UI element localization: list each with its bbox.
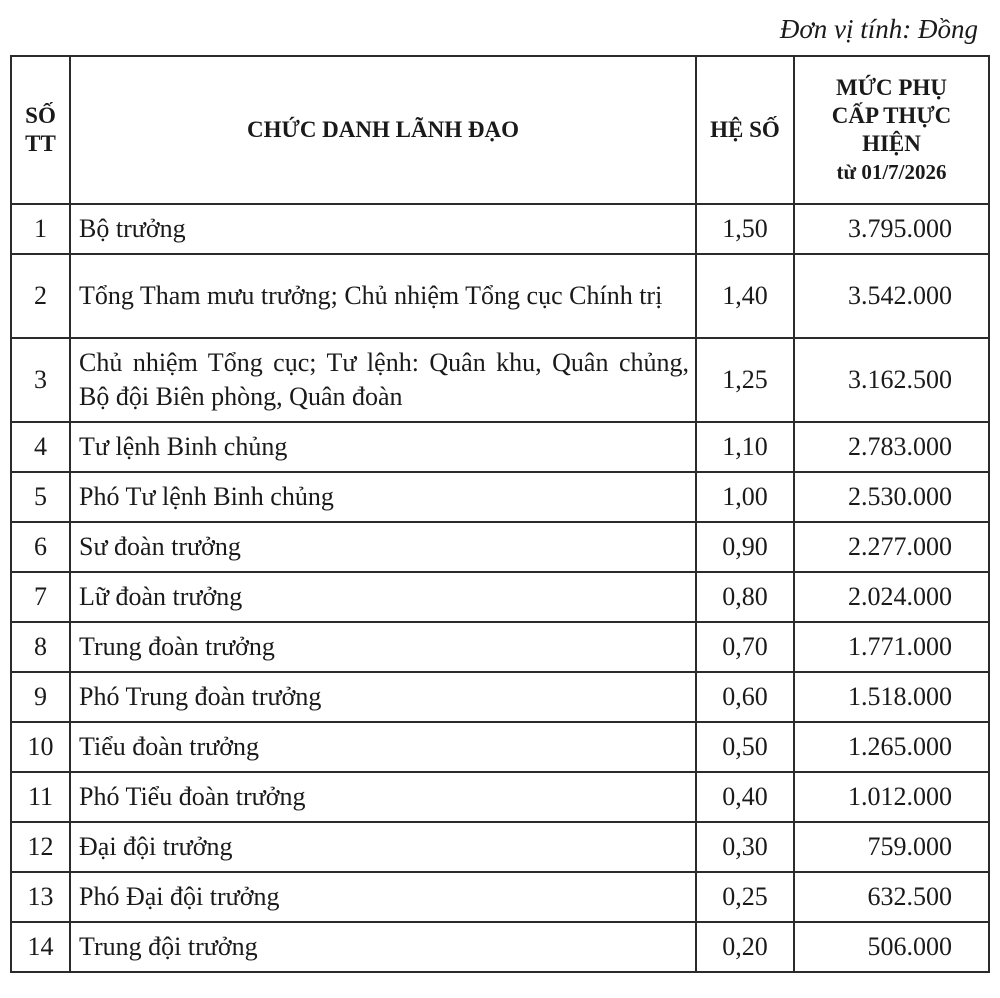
row-coef: 0,60: [696, 672, 794, 722]
table-row: [11, 922, 989, 972]
row-amount: 2.530.000: [794, 472, 989, 522]
table-row: [11, 872, 989, 922]
header-stt-line: TT: [25, 131, 56, 156]
row-stt: 8: [11, 622, 70, 672]
row-coef: 0,90: [696, 522, 794, 572]
row-coef: 0,40: [696, 772, 794, 822]
row-amount: 3.542.000: [794, 254, 989, 338]
table-row: [11, 822, 989, 872]
row-coef: 1,00: [696, 472, 794, 522]
row-stt: 7: [11, 572, 70, 622]
table-row: [11, 672, 989, 722]
row-coef: 0,70: [696, 622, 794, 672]
row-amount: 506.000: [794, 922, 989, 972]
row-amount: 2.277.000: [794, 522, 989, 572]
table-row: [11, 722, 989, 772]
row-title: Sư đoàn trưởng: [70, 522, 696, 572]
row-title: Phó Tư lệnh Binh chủng: [70, 472, 696, 522]
row-stt: 6: [11, 522, 70, 572]
header-amount-line: MỨC PHỤ: [836, 75, 947, 100]
header-amount: [794, 56, 989, 204]
row-amount: 2.024.000: [794, 572, 989, 622]
row-coef: 1,40: [696, 254, 794, 338]
row-stt: 2: [11, 254, 70, 338]
row-stt: 1: [11, 204, 70, 254]
table-row: [11, 622, 989, 672]
row-title: Tư lệnh Binh chủng: [70, 422, 696, 472]
row-coef: 0,25: [696, 872, 794, 922]
unit-note: Đơn vị tính: Đồng: [779, 14, 978, 44]
row-title: Phó Trung đoàn trưởng: [70, 672, 696, 722]
row-stt: 11: [11, 772, 70, 822]
row-stt: 13: [11, 872, 70, 922]
row-amount: 759.000: [794, 822, 989, 872]
table-row: [11, 338, 989, 422]
row-stt: 4: [11, 422, 70, 472]
row-title: Phó Đại đội trưởng: [70, 872, 696, 922]
table-row: [11, 572, 989, 622]
row-title: Bộ trưởng: [70, 204, 696, 254]
table-row: [11, 254, 989, 338]
row-title: Chủ nhiệm Tổng cục; Tư lệnh: Quân khu, Quân chủng, Bộ đội Biên phòng, Quân đoàn: [70, 338, 696, 422]
header-stt-line: SỐ: [25, 103, 56, 128]
header-title: CHỨC DANH LÃNH ĐẠO: [70, 56, 696, 204]
row-amount: 1.265.000: [794, 722, 989, 772]
row-coef: 0,50: [696, 722, 794, 772]
table-row: [11, 772, 989, 822]
row-title: Phó Tiểu đoàn trưởng: [70, 772, 696, 822]
row-amount: 1.518.000: [794, 672, 989, 722]
row-title: Tiểu đoàn trưởng: [70, 722, 696, 772]
row-coef: 1,50: [696, 204, 794, 254]
row-stt: 12: [11, 822, 70, 872]
row-title: Lữ đoàn trưởng: [70, 572, 696, 622]
row-coef: 0,80: [696, 572, 794, 622]
header-amount-date: từ 01/7/2026: [836, 160, 947, 184]
row-stt: 3: [11, 338, 70, 422]
table-row: [11, 422, 989, 472]
row-stt: 14: [11, 922, 70, 972]
row-title: Tổng Tham mưu trưởng; Chủ nhiệm Tổng cục Chính trị: [70, 254, 696, 338]
table-header-row: [11, 56, 989, 204]
row-coef: 0,30: [696, 822, 794, 872]
row-amount: 3.162.500: [794, 338, 989, 422]
header-stt: [11, 56, 70, 204]
table-row: [11, 204, 989, 254]
header-amount-line: CẤP THỰC: [831, 103, 952, 128]
allowance-table: [10, 55, 990, 973]
table-row: [11, 472, 989, 522]
row-coef: 0,20: [696, 922, 794, 972]
row-amount: 632.500: [794, 872, 989, 922]
table-row: [11, 522, 989, 572]
row-stt: 10: [11, 722, 70, 772]
row-title: Trung đoàn trưởng: [70, 622, 696, 672]
row-amount: 1.012.000: [794, 772, 989, 822]
row-amount: 2.783.000: [794, 422, 989, 472]
row-stt: 9: [11, 672, 70, 722]
row-coef: 1,25: [696, 338, 794, 422]
row-title: Trung đội trưởng: [70, 922, 696, 972]
row-coef: 1,10: [696, 422, 794, 472]
header-coef: HỆ SỐ: [696, 56, 794, 204]
row-amount: 1.771.000: [794, 622, 989, 672]
row-title: Đại đội trưởng: [70, 822, 696, 872]
row-stt: 5: [11, 472, 70, 522]
header-amount-line: HIỆN: [862, 131, 921, 156]
row-amount: 3.795.000: [794, 204, 989, 254]
